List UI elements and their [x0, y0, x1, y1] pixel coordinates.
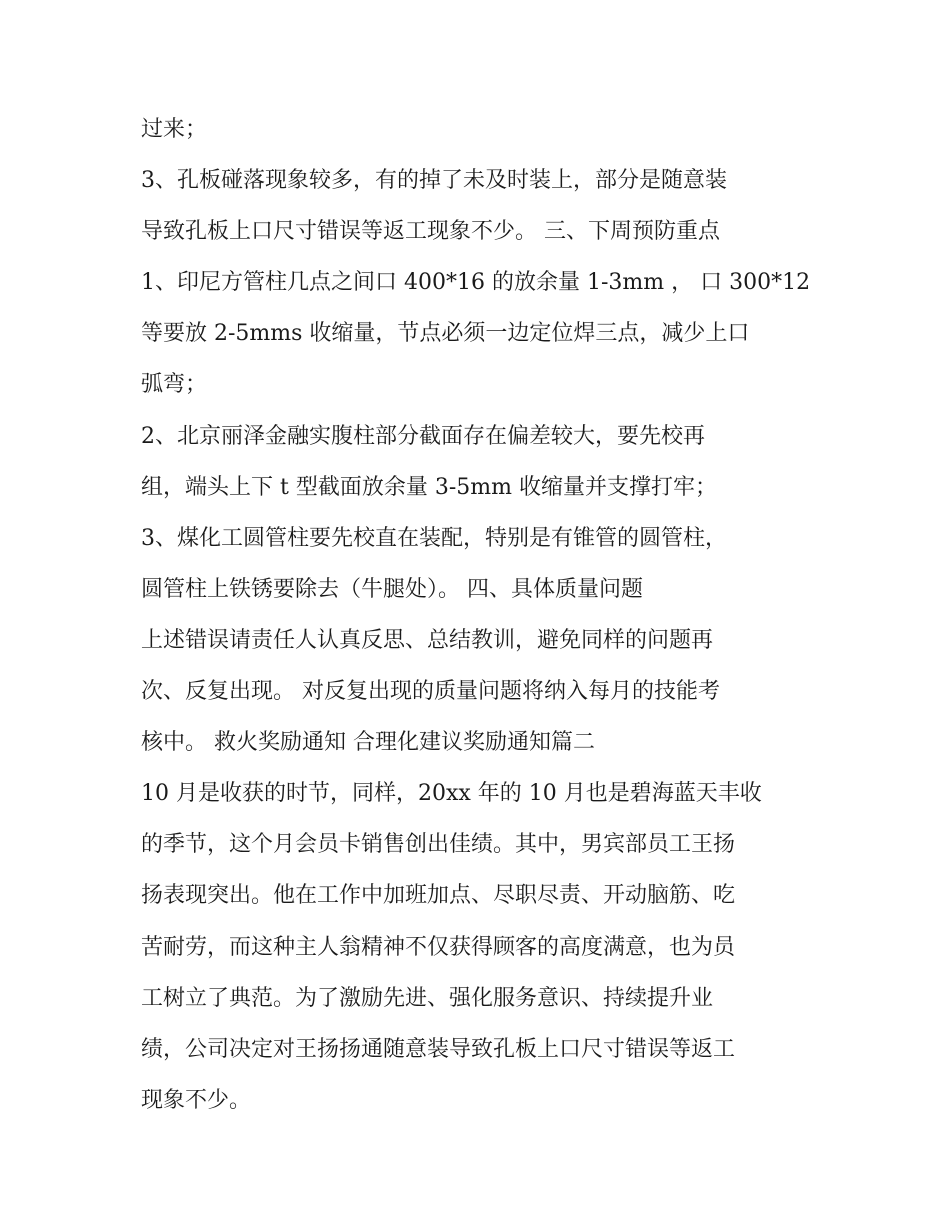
text-line: 现象不少。 [141, 1087, 252, 1113]
text-line: 导致孔板上口尺寸错误等返工现象不少。 三、下周预防重点 [141, 219, 720, 245]
text-line: 工树立了典范。为了激励先进、强化服务意识、持续提升业 [141, 985, 714, 1011]
text-line: 过来； [141, 117, 208, 142]
text-line: 苦耐劳，而这种主人翁精神不仅获得顾客的高度满意，也为员 [141, 934, 736, 960]
text-line: 扬表现突出。他在工作中加班加点、尽职尽责、开动脑筋、吃 [141, 883, 736, 909]
text-line: 绩，公司决定对王扬扬通随意装导致孔板上口尺寸错误等返工 [141, 1036, 736, 1062]
text-line: 10 月是收获的时节，同样，20xx 年的 10 月也是碧海蓝天丰收 [141, 781, 762, 807]
text-line: 2、北京丽泽金融实腹柱部分截面存在偏差较大，要先校再 [141, 423, 705, 449]
text-line: 上述错误请责任人认真反思、总结教训，避免同样的问题再 [141, 627, 714, 653]
text-line: 圆管柱上铁锈要除去（牛腿处）。 四、具体质量问题 [141, 576, 643, 602]
text-line: 3、孔板碰落现象较多，有的掉了未及时装上，部分是随意装 [141, 168, 727, 194]
text-line: 次、反复出现。 对反复出现的质量问题将纳入每月的技能考 [141, 679, 720, 705]
text-line: 弧弯； [141, 372, 208, 398]
text-line: 的季节，这个月会员卡销售创出佳绩。其中，男宾部员工王扬 [141, 832, 736, 858]
text-line: 组，端头上下 t 型截面放余量 3-5mm 收缩量并支撑打牢； [141, 474, 717, 500]
text-line: 1、印尼方管柱几点之间口 400*16 的放余量 1-3mm ， 口 300*12 [141, 270, 811, 296]
text-line: 等要放 2-5mms 收缩量，节点必须一边定位焊三点，减少上口 [141, 321, 750, 347]
text-line: 核中。 救火奖励通知 合理化建议奖励通知篇二 [141, 730, 595, 756]
text-line: 3、煤化工圆管柱要先校直在装配，特别是有锥管的圆管柱， [141, 525, 727, 551]
body-text [141, 104, 821, 1126]
